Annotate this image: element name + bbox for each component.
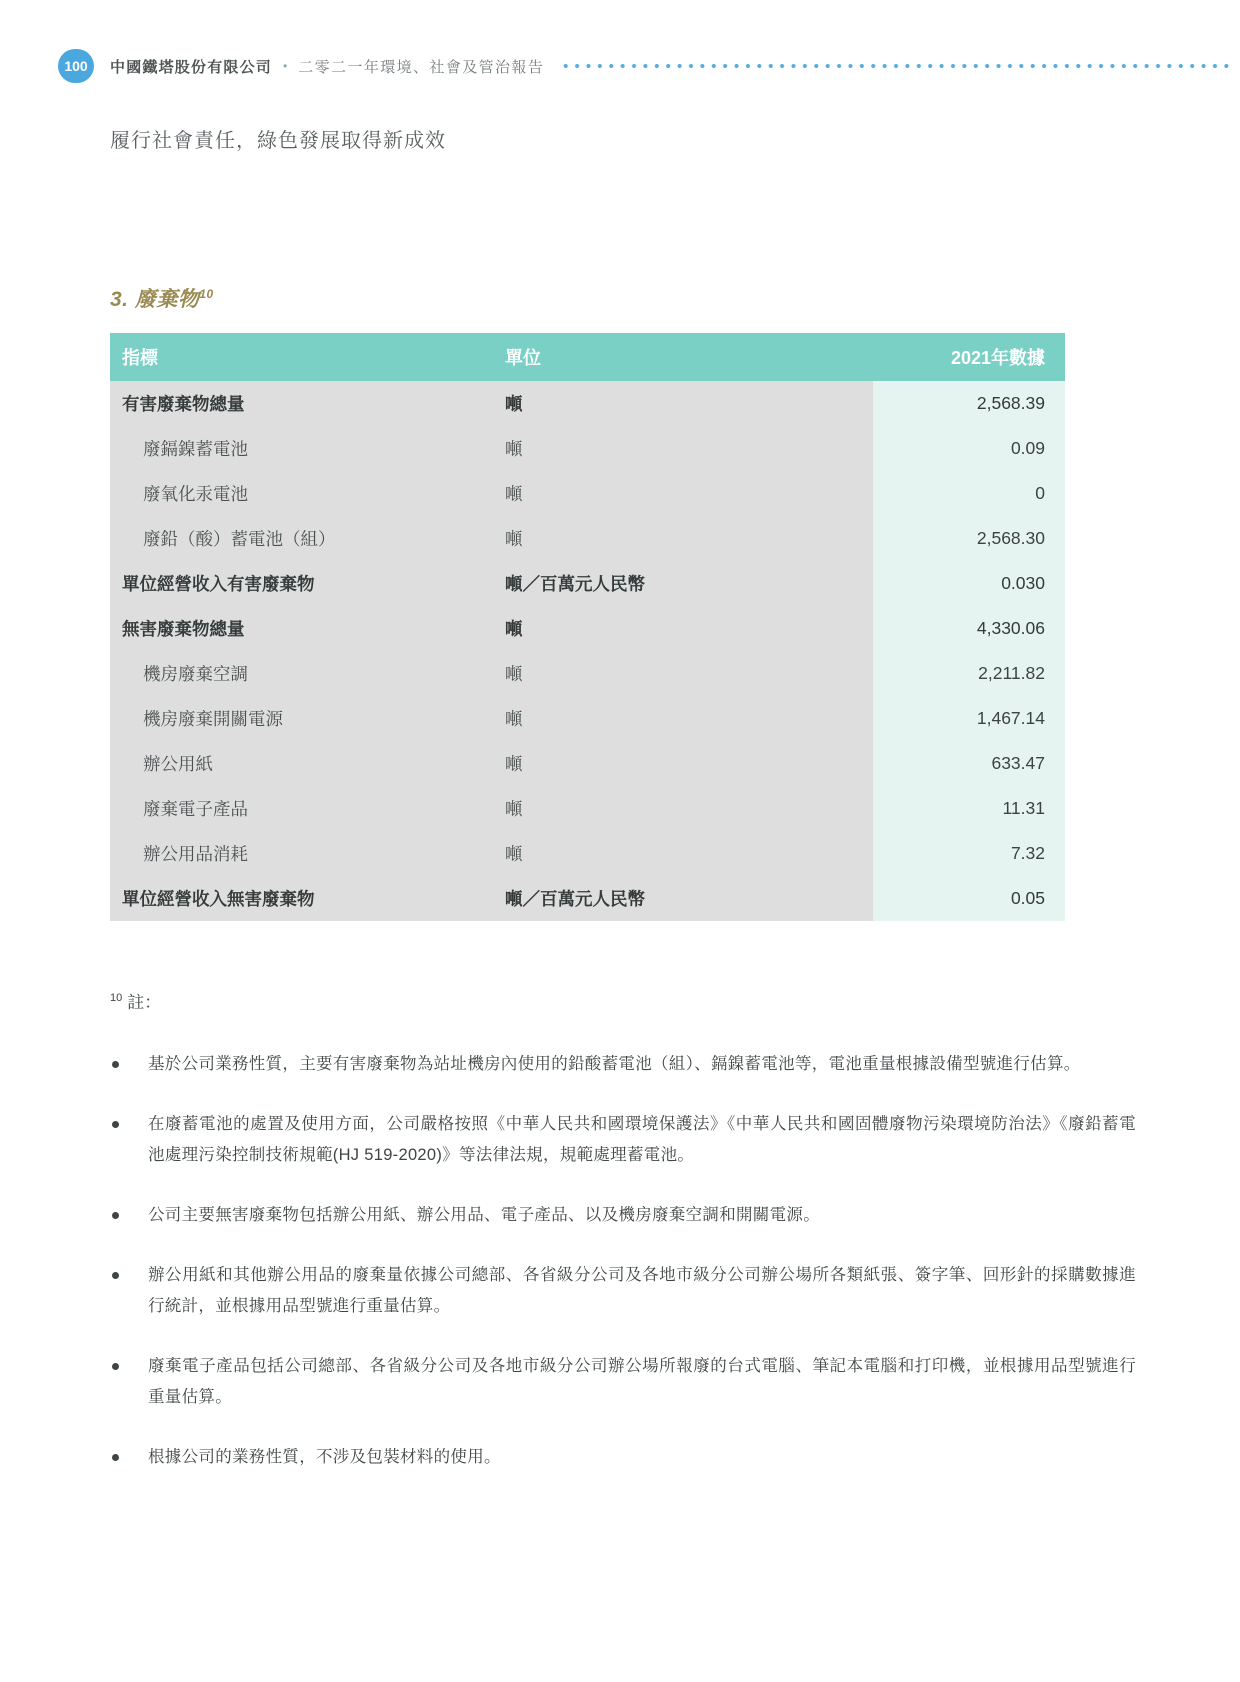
- footnote-item: [110, 1351, 1136, 1413]
- unit-cell: 噸／百萬元人民幣: [505, 561, 873, 606]
- indicator-cell: 單位經營收入有害廢棄物: [110, 561, 505, 606]
- indicator-cell: 機房廢棄空調: [110, 651, 505, 696]
- table-row: [110, 606, 1065, 651]
- footnote-label-text: 註：: [127, 993, 162, 1012]
- dotted-leader-line: [560, 49, 1234, 83]
- table-row: [110, 381, 1065, 426]
- value-cell: 0: [873, 471, 1065, 516]
- bullet-icon: [112, 1363, 119, 1370]
- footnote-item: [110, 1442, 1136, 1473]
- waste-data-table: [110, 333, 1065, 921]
- table-row: [110, 741, 1065, 786]
- chapter-subtitle: 履行社會責任，綠色發展取得新成效: [110, 130, 446, 152]
- col-header-2021-value: 2021年數據: [873, 333, 1065, 381]
- footnote-item: [110, 1200, 1136, 1231]
- unit-cell: 噸: [505, 831, 873, 876]
- table-row: [110, 471, 1065, 516]
- footnote-text: 根據公司的業務性質，不涉及包裝材料的使用。: [148, 1448, 501, 1466]
- page-header: [58, 49, 1234, 83]
- col-header-unit: 單位: [505, 333, 873, 381]
- col-header-indicator: 指標: [110, 333, 505, 381]
- indicator-cell: 辦公用品消耗: [110, 831, 505, 876]
- section-number: 3.: [110, 288, 129, 311]
- table-row: [110, 651, 1065, 696]
- unit-cell: 噸: [505, 516, 873, 561]
- table-row: [110, 516, 1065, 561]
- value-cell: 7.32: [873, 831, 1065, 876]
- header-separator-dot: •: [283, 59, 288, 73]
- value-cell: 2,568.30: [873, 516, 1065, 561]
- report-title: 二零二一年環境、社會及管治報告: [298, 58, 545, 76]
- unit-cell: 噸: [505, 651, 873, 696]
- footnote-text: 辦公用紙和其他辦公用品的廢棄量依據公司總部、各省級分公司及各地市級分公司辦公場所各類紙張、簽字筆、回形針的採購數據進行統計，並根據用品型號進行重量估算。: [148, 1266, 1136, 1315]
- value-cell: 1,467.14: [873, 696, 1065, 741]
- company-name: 中國鐵塔股份有限公司: [110, 58, 273, 76]
- unit-cell: 噸: [505, 471, 873, 516]
- value-cell: 2,211.82: [873, 651, 1065, 696]
- unit-cell: 噸／百萬元人民幣: [505, 876, 873, 921]
- value-cell: 11.31: [873, 786, 1065, 831]
- unit-cell: 噸: [505, 381, 873, 426]
- table-row: [110, 561, 1065, 606]
- section-title: [110, 283, 214, 313]
- footnote-text: 公司主要無害廢棄物包括辦公用紙、辦公用品、電子產品、以及機房廢棄空調和開關電源。: [148, 1206, 820, 1224]
- section-footnote-ref: 10: [199, 287, 214, 301]
- table-row: [110, 876, 1065, 921]
- bullet-icon: [112, 1454, 119, 1461]
- footnote-ref-number: 10: [110, 992, 123, 1005]
- unit-cell: 噸: [505, 606, 873, 651]
- value-cell: 0.030: [873, 561, 1065, 606]
- bullet-icon: [112, 1061, 119, 1068]
- indicator-cell: 無害廢棄物總量: [110, 606, 505, 651]
- value-cell: 633.47: [873, 741, 1065, 786]
- page-number: 100: [64, 58, 88, 74]
- indicator-cell: 廢棄電子產品: [110, 786, 505, 831]
- bullet-icon: [112, 1272, 119, 1279]
- page-number-badge: [58, 49, 94, 83]
- value-cell: 4,330.06: [873, 606, 1065, 651]
- indicator-cell: 有害廢棄物總量: [110, 381, 505, 426]
- table-header-row: [110, 333, 1065, 381]
- footnote-text: 廢棄電子產品包括公司總部、各省級分公司及各地市級分公司辦公場所報廢的台式電腦、筆記本電腦和打印機，並根據用品型號進行重量估算。: [148, 1357, 1136, 1406]
- footnote-text: 基於公司業務性質，主要有害廢棄物為站址機房內使用的鉛酸蓄電池（組）、鎘鎳蓄電池等，電池重量根據設備型號進行估算。: [148, 1055, 1081, 1073]
- unit-cell: 噸: [505, 426, 873, 471]
- footnote-item: [110, 1049, 1136, 1080]
- section-name: 廢棄物: [134, 288, 200, 311]
- value-cell: 0.09: [873, 426, 1065, 471]
- indicator-cell: 廢鎘鎳蓄電池: [110, 426, 505, 471]
- footnote-text: 在廢蓄電池的處置及使用方面，公司嚴格按照《中華人民共和國環境保護法》《中華人民共和國固體廢物污染環境防治法》《廢鉛蓄電池處理污染控制技術規範(HJ 519-2020)》等法律法規，規範處理蓄電池。: [148, 1115, 1136, 1164]
- unit-cell: 噸: [505, 741, 873, 786]
- indicator-cell: 單位經營收入無害廢棄物: [110, 876, 505, 921]
- footnotes-section: [110, 988, 1136, 1502]
- footnote-label: [110, 988, 1136, 1013]
- value-cell: 0.05: [873, 876, 1065, 921]
- indicator-cell: 廢鉛（酸）蓄電池（組）: [110, 516, 505, 561]
- table-row: [110, 786, 1065, 831]
- bullet-icon: [112, 1212, 119, 1219]
- footnote-item: [110, 1260, 1136, 1322]
- table-row: [110, 696, 1065, 741]
- value-cell: 2,568.39: [873, 381, 1065, 426]
- table-row: [110, 426, 1065, 471]
- unit-cell: 噸: [505, 786, 873, 831]
- footnote-item: [110, 1109, 1136, 1171]
- table-row: [110, 831, 1065, 876]
- indicator-cell: 辦公用紙: [110, 741, 505, 786]
- unit-cell: 噸: [505, 696, 873, 741]
- bullet-icon: [112, 1121, 119, 1128]
- indicator-cell: 廢氧化汞電池: [110, 471, 505, 516]
- indicator-cell: 機房廢棄開關電源: [110, 696, 505, 741]
